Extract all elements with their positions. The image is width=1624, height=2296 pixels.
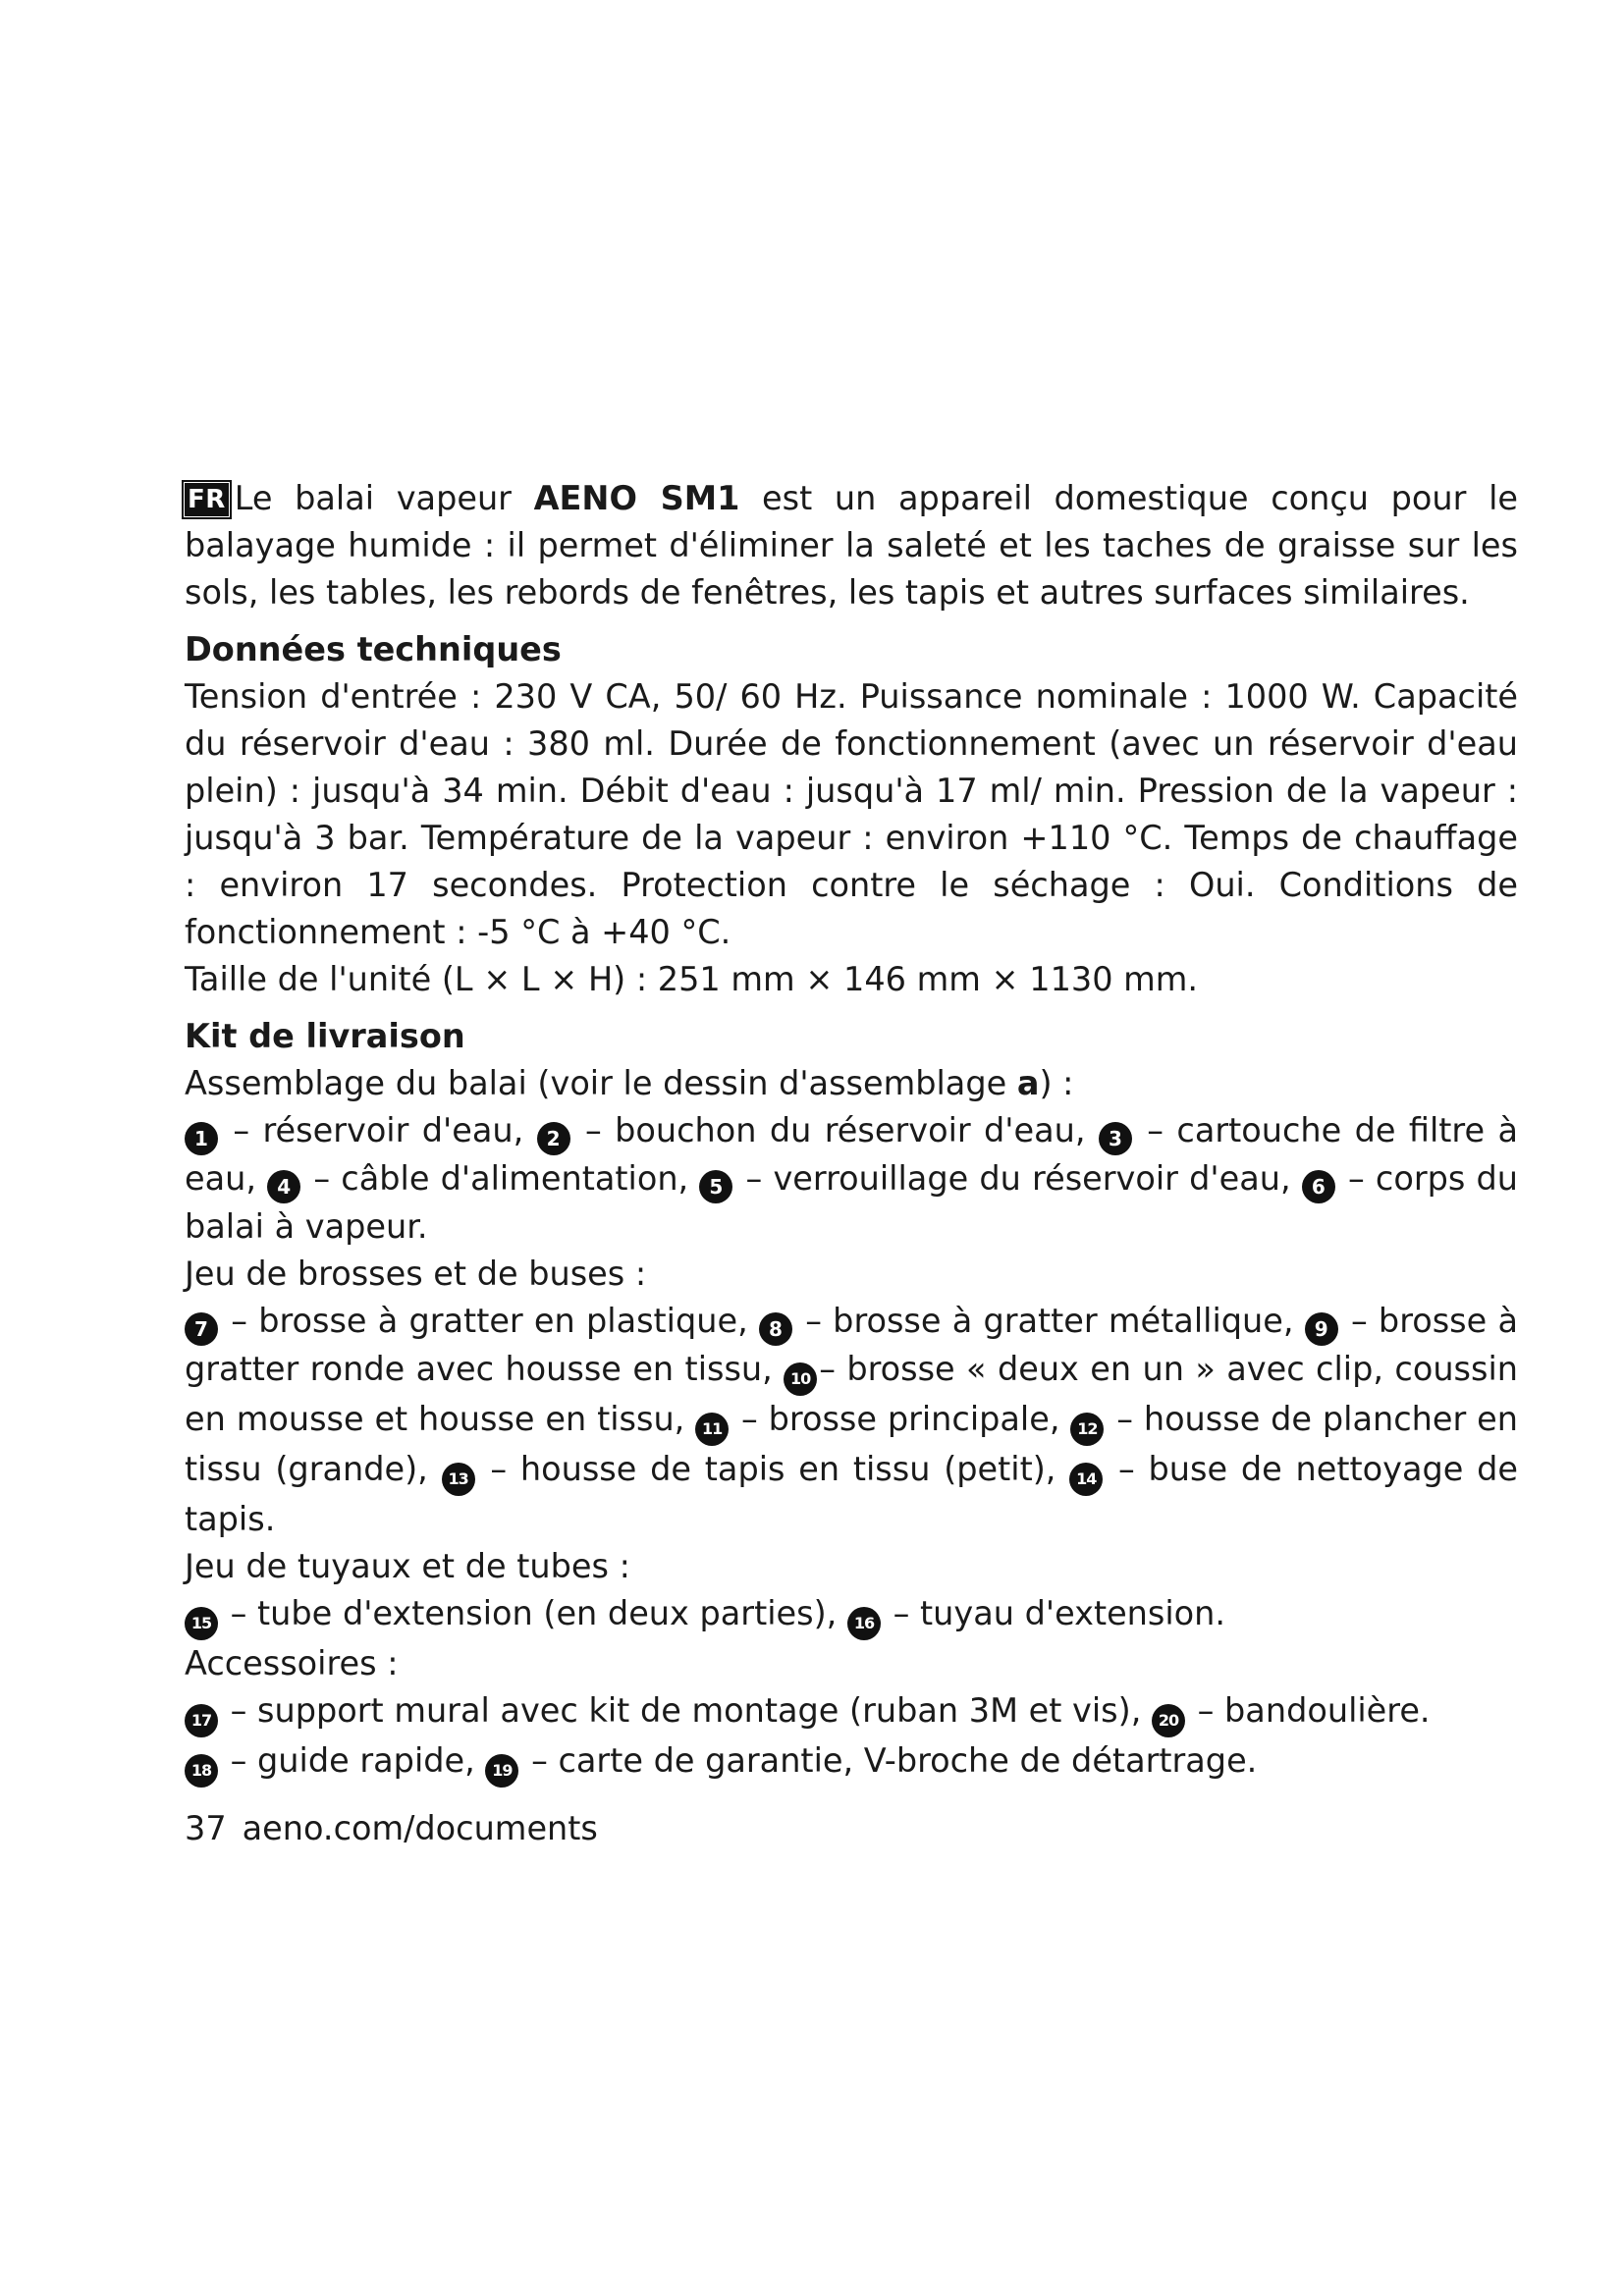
accessory-items-line-2 (185, 1737, 1518, 1788)
item-number-4-icon: 4 (267, 1170, 300, 1203)
item-number-13-icon: 13 (442, 1463, 475, 1496)
item-number-14-icon: 14 (1069, 1463, 1103, 1496)
item-text: – réservoir d'eau, (220, 1111, 537, 1149)
language-badge: FR (185, 483, 229, 516)
item-number-16-icon: 16 (847, 1607, 881, 1640)
item-text: – cartouche de filtre à eau, (185, 1111, 1518, 1198)
item-text: – carte de garantie, V-broche de détartrage. (520, 1741, 1258, 1780)
item-text: – brosse à gratter en plastique, (220, 1302, 759, 1340)
product-name: AENO SM1 (533, 479, 740, 517)
brushes-label: Jeu de brosses et de buses : (185, 1255, 647, 1293)
item-number-6-icon: 6 (1302, 1170, 1335, 1203)
item-text: – brosse principale, (731, 1400, 1071, 1438)
item-text: – tube d'extension (en deux parties), (220, 1594, 847, 1632)
item-text: – housse de tapis en tissu (petit), (476, 1450, 1070, 1488)
item-number-1-icon: 1 (185, 1122, 218, 1155)
assembly-label: Assemblage du balai (voir le dessin d'assemblage a) : (185, 1064, 1074, 1102)
accessories-label: Accessoires : (185, 1644, 399, 1682)
item-text: – bandoulière. (1187, 1691, 1431, 1730)
item-number-2-icon: 2 (537, 1122, 570, 1155)
item-number-11-icon: 11 (695, 1413, 729, 1446)
item-text: – guide rapide, (220, 1741, 486, 1780)
item-number-15-icon: 15 (185, 1607, 218, 1640)
item-text: – bouchon du réservoir d'eau, (571, 1111, 1099, 1149)
item-text: – verrouillage du réservoir d'eau, (734, 1159, 1302, 1198)
item-number-5-icon: 5 (699, 1170, 732, 1203)
tech-heading: Données techniques (185, 630, 562, 668)
item-number-7-icon: 7 (185, 1312, 218, 1346)
item-text: – corps du balai à vapeur. (185, 1159, 1518, 1246)
page-number: 37 (185, 1809, 227, 1847)
item-number-20-icon: 20 (1152, 1704, 1185, 1737)
hose-items (185, 1590, 1518, 1640)
item-number-9-icon: 9 (1305, 1312, 1338, 1346)
item-number-17-icon: 17 (185, 1704, 218, 1737)
item-number-8-icon: 8 (759, 1312, 792, 1346)
documents-link[interactable]: aeno.com/documents (242, 1809, 598, 1847)
item-text: – brosse à gratter ronde avec housse en tissu, (185, 1302, 1518, 1388)
unit-size: Taille de l'unité (L × L × H) : 251 mm × 146 mm × 1130 mm. (185, 960, 1199, 998)
item-text: – câble d'alimentation, (302, 1159, 700, 1198)
item-text: – support mural avec kit de montage (ruban 3M et vis), (220, 1691, 1152, 1730)
item-number-10-icon: 10 (784, 1362, 817, 1396)
item-number-19-icon: 19 (485, 1754, 518, 1788)
accessory-items-line-1 (185, 1687, 1518, 1737)
item-number-12-icon: 12 (1070, 1413, 1104, 1446)
item-number-3-icon: 3 (1099, 1122, 1132, 1155)
assembly-items (185, 1107, 1518, 1251)
kit-heading: Kit de livraison (185, 1017, 465, 1055)
brush-items (185, 1298, 1518, 1543)
document-page (185, 475, 1518, 1852)
hoses-label: Jeu de tuyaux et de tubes : (185, 1547, 630, 1585)
item-text: – tuyau d'extension. (882, 1594, 1226, 1632)
intro-paragraph: FR Le balai vapeur AENO SM1 est un appareil domestique conçu pour le balayage humide : il permet d'éliminer la saleté et les taches de graisse sur les sols, les tables, les rebords de fenêtres, les tapis et autres surfaces similaires. (185, 479, 1518, 612)
item-text: – housse de plancher en tissu (grande), (185, 1400, 1518, 1488)
item-text: – brosse « deux en un » avec clip, coussin en mousse et housse en tissu, (185, 1350, 1518, 1438)
item-number-18-icon: 18 (185, 1754, 218, 1788)
item-text: – brosse à gratter métallique, (793, 1302, 1305, 1340)
item-text: – buse de nettoyage de tapis. (185, 1450, 1518, 1538)
page-footer (185, 1805, 1518, 1852)
tech-paragraph: Tension d'entrée : 230 V CA, 50/ 60 Hz. Puissance nominale : 1000 W. Capacité du réservoir d'eau : 380 ml. Durée de fonctionnement (avec un réservoir d'eau plein) : jusqu'à 34 min. Débit d'eau : jusqu'à 17 ml/ min. Pression de la vapeur : jusqu'à 3 bar. Température de la vapeur : environ +110 °C. Temps de chauffage : environ 17 secondes. Protection contre le séchage : Oui. Conditions de fonctionnement : -5 °C à +40 °C. (185, 677, 1518, 951)
